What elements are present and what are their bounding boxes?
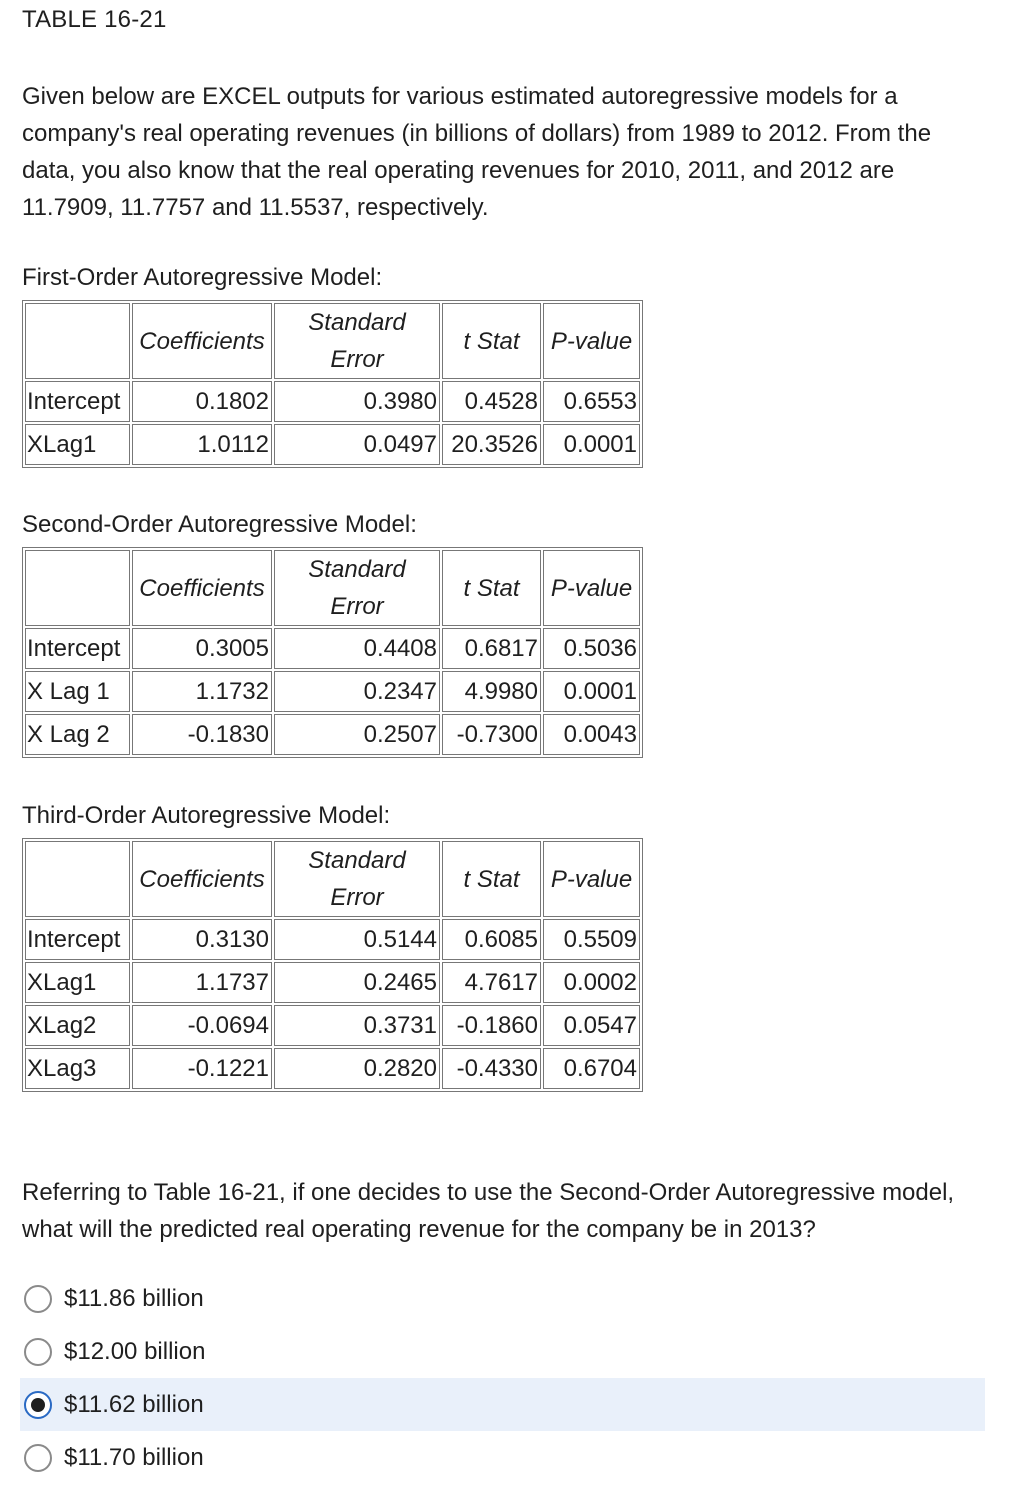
standard-error-cell: 0.2465 xyxy=(274,962,440,1003)
header-se-line1: Standard xyxy=(308,847,406,874)
header-standard-error xyxy=(274,841,440,917)
header-p-value: P-value xyxy=(543,841,640,917)
t-stat-cell: 0.6085 xyxy=(442,919,541,960)
header-se-line2: Error xyxy=(330,346,384,373)
question-text: Referring to Table 16-21, if one decides to use the Second-Order Autoregressive model, what will the predicted real operating revenue for the company be in 2013? xyxy=(22,1179,955,1243)
coefficient-cell: -0.0694 xyxy=(132,1005,272,1046)
p-value-cell: 0.0043 xyxy=(543,714,640,755)
table-row xyxy=(25,1005,640,1046)
standard-error-cell: 0.2820 xyxy=(274,1048,440,1089)
header-blank xyxy=(25,550,130,626)
standard-error-cell: 0.3731 xyxy=(274,1005,440,1046)
table-header-row xyxy=(25,841,640,917)
p-value-cell: 0.5509 xyxy=(543,919,640,960)
coefficient-cell: 0.3130 xyxy=(132,919,272,960)
p-value-cell: 0.6553 xyxy=(543,381,640,422)
second-order-table xyxy=(22,547,643,758)
coefficient-cell: -0.1830 xyxy=(132,714,272,755)
header-p-value: P-value xyxy=(543,303,640,379)
header-blank xyxy=(25,303,130,379)
header-standard-error xyxy=(274,303,440,379)
table-row xyxy=(25,424,640,465)
t-stat-cell: -0.7300 xyxy=(442,714,541,755)
header-blank xyxy=(25,841,130,917)
p-value-cell: 0.6704 xyxy=(543,1048,640,1089)
header-se-line1: Standard xyxy=(308,309,406,336)
standard-error-cell: 0.0497 xyxy=(274,424,440,465)
first-order-title: First-Order Autoregressive Model: xyxy=(22,264,383,291)
header-se-line2: Error xyxy=(330,593,384,620)
radio-button[interactable] xyxy=(24,1444,52,1472)
coefficient-cell: -0.1221 xyxy=(132,1048,272,1089)
first-order-table xyxy=(22,300,643,468)
row-label: XLag3 xyxy=(25,1048,130,1089)
option-label: $12.00 billion xyxy=(64,1337,206,1365)
table-header-row xyxy=(25,550,640,626)
header-coefficients: Coefficients xyxy=(132,550,272,626)
option-label: $11.62 billion xyxy=(64,1390,204,1418)
table-row xyxy=(25,1048,640,1089)
coefficient-cell: 0.1802 xyxy=(132,381,272,422)
radio-button[interactable] xyxy=(24,1338,52,1366)
row-label: Intercept xyxy=(25,919,130,960)
table-row xyxy=(25,671,640,712)
p-value-cell: 0.0002 xyxy=(543,962,640,1003)
header-coefficients: Coefficients xyxy=(132,841,272,917)
intro-paragraph: Given below are EXCEL outputs for various estimated autoregressive models for a company's real operating revenues (in billions of dollars) from 1989 to 2012. From the data, you also know that the real operating revenues for 2010, 2011, and 2012 are 11.7909, 11.7757 and 11.5537, respectively. xyxy=(22,83,932,221)
coefficient-cell: 1.1737 xyxy=(132,962,272,1003)
table-row xyxy=(25,962,640,1003)
option-label: $11.86 billion xyxy=(64,1284,204,1312)
second-order-title: Second-Order Autoregressive Model: xyxy=(22,511,417,538)
header-se-line2: Error xyxy=(330,884,384,911)
answer-option-1[interactable] xyxy=(20,1272,985,1325)
header-t-stat: t Stat xyxy=(442,841,541,917)
standard-error-cell: 0.3980 xyxy=(274,381,440,422)
t-stat-cell: 4.7617 xyxy=(442,962,541,1003)
standard-error-cell: 0.2347 xyxy=(274,671,440,712)
p-value-cell: 0.0001 xyxy=(543,671,640,712)
t-stat-cell: -0.4330 xyxy=(442,1048,541,1089)
standard-error-cell: 0.4408 xyxy=(274,628,440,669)
third-order-table xyxy=(22,838,643,1092)
t-stat-cell: 4.9980 xyxy=(442,671,541,712)
third-order-title: Third-Order Autoregressive Model: xyxy=(22,802,391,829)
t-stat-cell: 0.6817 xyxy=(442,628,541,669)
standard-error-cell: 0.5144 xyxy=(274,919,440,960)
header-standard-error xyxy=(274,550,440,626)
table-header-row xyxy=(25,303,640,379)
p-value-cell: 0.0001 xyxy=(543,424,640,465)
answer-option-3[interactable] xyxy=(20,1378,985,1431)
option-label: $11.70 billion xyxy=(64,1443,204,1471)
coefficient-cell: 0.3005 xyxy=(132,628,272,669)
p-value-cell: 0.5036 xyxy=(543,628,640,669)
header-p-value: P-value xyxy=(543,550,640,626)
row-label: X Lag 1 xyxy=(25,671,130,712)
coefficient-cell: 1.1732 xyxy=(132,671,272,712)
p-value-cell: 0.0547 xyxy=(543,1005,640,1046)
row-label: X Lag 2 xyxy=(25,714,130,755)
answer-option-4[interactable] xyxy=(20,1431,985,1484)
header-t-stat: t Stat xyxy=(442,550,541,626)
row-label: XLag1 xyxy=(25,424,130,465)
standard-error-cell: 0.2507 xyxy=(274,714,440,755)
header-se-line1: Standard xyxy=(308,556,406,583)
row-label: XLag1 xyxy=(25,962,130,1003)
t-stat-cell: 0.4528 xyxy=(442,381,541,422)
header-t-stat: t Stat xyxy=(442,303,541,379)
table-heading: TABLE 16-21 xyxy=(22,6,167,33)
table-row xyxy=(25,714,640,755)
table-row xyxy=(25,381,640,422)
radio-button-selected[interactable] xyxy=(24,1391,52,1419)
row-label: XLag2 xyxy=(25,1005,130,1046)
table-row xyxy=(25,628,640,669)
header-coefficients: Coefficients xyxy=(132,303,272,379)
t-stat-cell: 20.3526 xyxy=(442,424,541,465)
table-row xyxy=(25,919,640,960)
coefficient-cell: 1.0112 xyxy=(132,424,272,465)
row-label: Intercept xyxy=(25,628,130,669)
answer-option-2[interactable] xyxy=(20,1325,985,1378)
answer-options xyxy=(20,1272,985,1484)
radio-button[interactable] xyxy=(24,1285,52,1313)
t-stat-cell: -0.1860 xyxy=(442,1005,541,1046)
row-label: Intercept xyxy=(25,381,130,422)
